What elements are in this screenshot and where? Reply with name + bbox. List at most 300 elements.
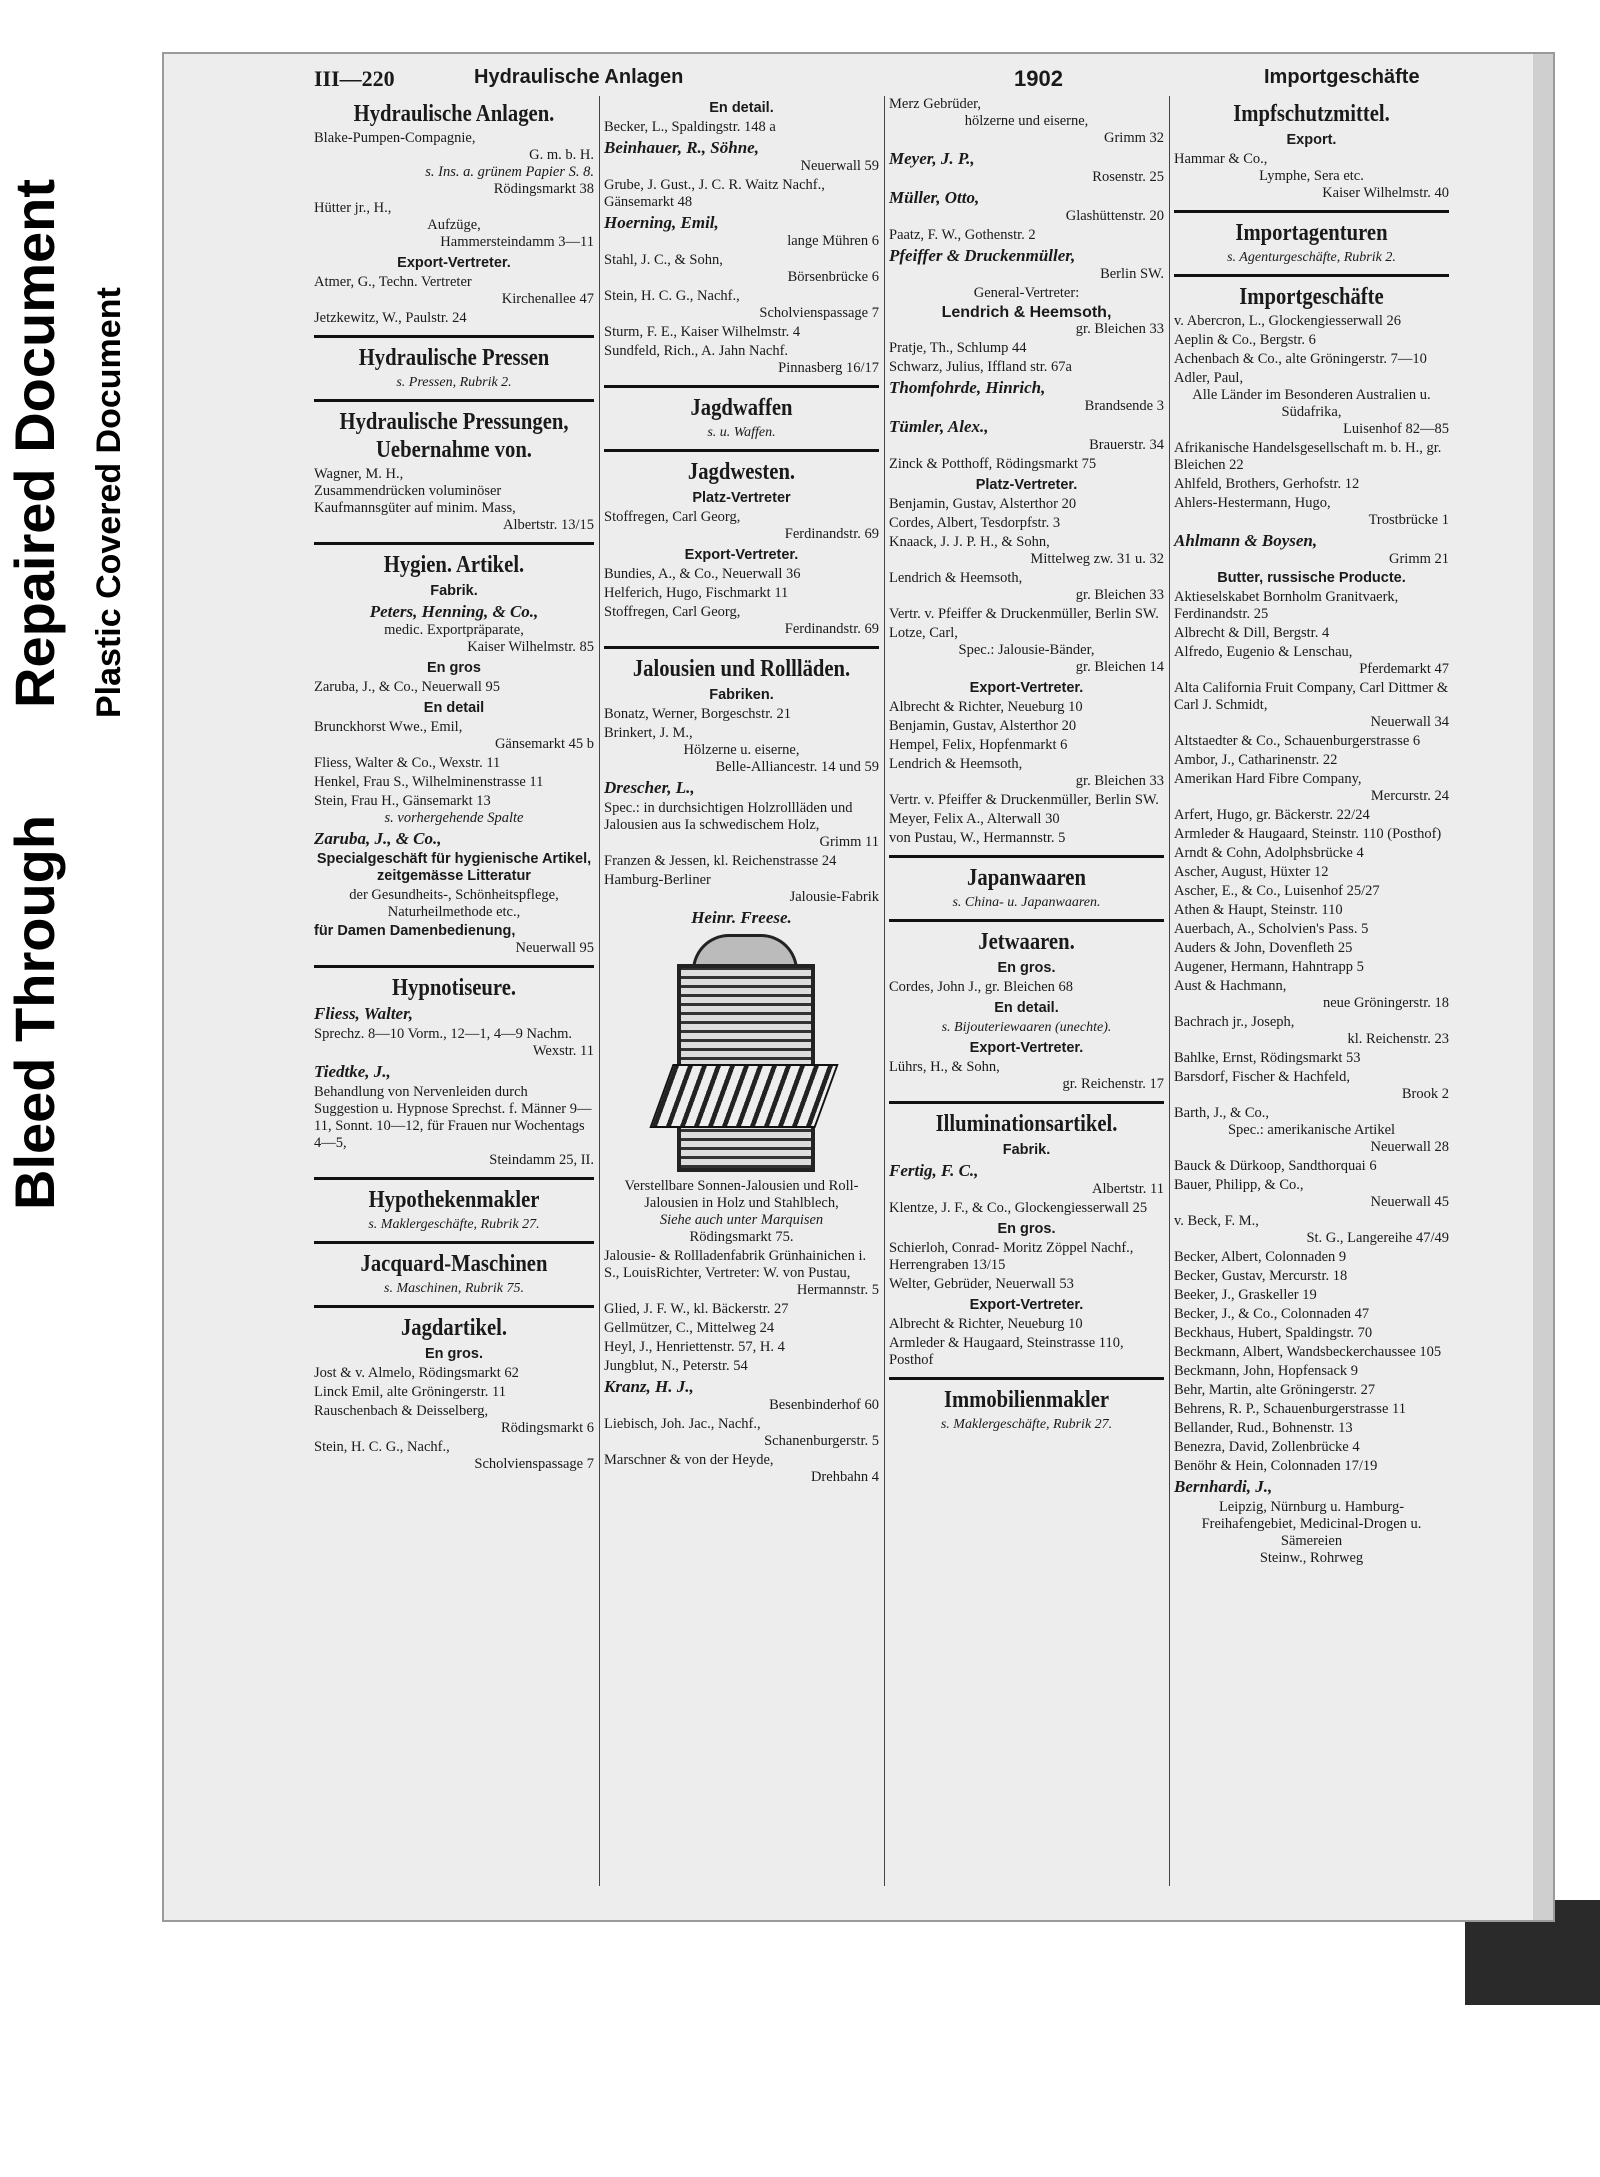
entry-name: Becker, Gustav, Mercurstr. 18 — [1174, 1268, 1348, 1284]
cross-reference: s. u. Waffen. — [707, 425, 776, 440]
entry-name: Adler, Paul, — [1174, 370, 1244, 386]
list-item — [604, 138, 879, 175]
entry-detail: Specialgeschäft für hygienische Artikel, zeitgemässe Litteratur — [316, 851, 592, 884]
section-title: Hygien. Artikel. — [383, 552, 525, 578]
list-item — [1174, 313, 1449, 330]
entry-address: Rödingsmarkt 75. — [689, 1229, 794, 1245]
list-item — [1174, 826, 1449, 843]
list-item — [1174, 1268, 1449, 1285]
list-item — [1174, 589, 1449, 623]
entry-name: Welter, Gebrüder, Neuerwall 53 — [889, 1276, 1074, 1292]
list-item — [604, 1416, 879, 1450]
entry-detail: Alle Länder im Besonderen Australien u. Südafrika, — [1192, 387, 1431, 420]
label-bleed-through: Bleed Through — [3, 814, 66, 1210]
entry-address: Grimm 11 — [819, 834, 879, 850]
entry-name: Stoffregen, Carl Georg, — [604, 604, 741, 620]
entry-name: Bauck & Dürkoop, Sandthorquai 6 — [1174, 1158, 1377, 1174]
entry-name: Albrecht & Dill, Bergstr. 4 — [1174, 625, 1330, 641]
section-title: Jacquard-Maschinen — [360, 1251, 548, 1277]
entry-name: Ascher, E., & Co., Luisenhof 25/27 — [1174, 883, 1380, 899]
list-item — [314, 829, 594, 849]
list-item — [889, 149, 1164, 186]
divider — [604, 449, 879, 452]
list-item — [604, 119, 879, 136]
entry-name: Arndt & Cohn, Adolphsbrücke 4 — [1174, 845, 1364, 861]
entry-address: Besenbinderhof 60 — [769, 1397, 879, 1413]
subheading: En detail — [423, 700, 485, 716]
subheading: Export-Vertreter. — [969, 680, 1084, 696]
entry-name: v. Abercron, L., Glockengiesserwall 26 — [1174, 313, 1401, 329]
list-item — [604, 585, 879, 602]
entry-address: Börsenbrücke 6 — [787, 269, 879, 285]
entry-name: Peters, Henning, & Co., — [369, 602, 539, 621]
entry-name: Lendrich & Heemsoth, — [889, 756, 1023, 772]
list-item — [1174, 495, 1449, 529]
page-edge — [1533, 54, 1553, 1920]
list-item — [889, 285, 1164, 302]
entry-address: Neuerwall 95 — [515, 940, 594, 956]
entry-address: Brook 2 — [1401, 1086, 1449, 1102]
list-item — [889, 1240, 1164, 1274]
entry-detail: Butter, russische Producte. — [1217, 570, 1406, 586]
subheading: Export-Vertreter. — [969, 1297, 1084, 1313]
entry-detail: Aufzüge, — [427, 217, 481, 233]
entry-name: Lendrich & Heemsoth, — [941, 304, 1112, 321]
side-labels — [0, 0, 150, 1290]
entry-name: Heinr. Freese. — [691, 908, 792, 927]
list-item — [604, 800, 879, 851]
list-item — [314, 1062, 594, 1082]
subheading: Platz-Vertreter — [692, 490, 791, 506]
entry-name: Jungblut, N., Peterstr. 54 — [604, 1358, 748, 1374]
entry-detail: Lymphe, Sera etc. — [1259, 168, 1364, 184]
divider — [314, 542, 594, 545]
list-item — [1174, 1105, 1449, 1156]
entry-address: Ferdinandstr. 69 — [784, 526, 879, 542]
entry-name: Ahlmann & Boysen, — [1174, 531, 1318, 550]
list-item — [1174, 1439, 1449, 1456]
section-title: Hydraulische Pressungen, Uebernahme von. — [339, 409, 569, 463]
list-item — [604, 1248, 879, 1299]
entry-name: Armleder & Haugaard, Steinstr. 110 (Posthof) — [1174, 826, 1442, 842]
list-item — [889, 188, 1164, 225]
cross-reference: s. Maklergeschäfte, Rubrik 27. — [940, 1417, 1113, 1432]
list-item — [1174, 1401, 1449, 1418]
entry-name: Rauschenbach & Deisselberg, — [314, 1403, 489, 1419]
column-4 — [1169, 96, 1449, 1886]
entry-detail: Spec.: amerikanische Artikel — [1227, 1122, 1396, 1138]
list-item — [314, 1365, 594, 1382]
subheading: Export-Vertreter. — [969, 1040, 1084, 1056]
entry-address: Neuerwall 34 — [1370, 714, 1449, 730]
list-item — [1174, 807, 1449, 824]
list-item — [1174, 1382, 1449, 1399]
entry-name: Augener, Hermann, Hahntrapp 5 — [1174, 959, 1364, 975]
subheading: En detail. — [994, 1000, 1059, 1016]
entry-name: Zinck & Potthoff, Rödingsmarkt 75 — [889, 456, 1097, 472]
entry-name: Jost & v. Almelo, Rödingsmarkt 62 — [314, 1365, 519, 1381]
entry-name: Bundies, A., & Co., Neuerwall 36 — [604, 566, 801, 582]
entry-name: Arfert, Hugo, gr. Bäckerstr. 22/24 — [1174, 807, 1370, 823]
entry-address: gr. Reichenstr. 17 — [1062, 1076, 1164, 1092]
entry-address: Rödingsmarkt 38 — [493, 181, 594, 197]
list-item — [604, 853, 879, 870]
entry-name: Zaruba, J., & Co., — [314, 829, 442, 848]
list-item — [314, 679, 594, 696]
divider — [1174, 274, 1449, 277]
entry-name: Achenbach & Co., alte Gröningerstr. 7—10 — [1174, 351, 1427, 367]
entry-name: Blake-Pumpen-Compagnie, — [314, 130, 476, 146]
list-item — [1174, 1458, 1449, 1475]
entry-address: Pinnasberg 16/17 — [778, 360, 879, 376]
entry-name: Thomfohrde, Hinrich, — [889, 378, 1046, 397]
subheading: Fabriken. — [709, 687, 774, 703]
list-item — [314, 887, 594, 921]
entry-address: Ferdinandstr. 69 — [784, 621, 879, 637]
entry-name: Vertr. v. Pfeiffer & Druckenmüller, Berlin SW. — [889, 606, 1159, 622]
list-item — [314, 1026, 594, 1060]
entry-address: kl. Reichenstr. 23 — [1347, 1031, 1449, 1047]
list-item — [604, 1377, 879, 1414]
entry-name: Hoerning, Emil, — [604, 213, 719, 232]
entry-address: Albertstr. 13/15 — [502, 517, 594, 533]
list-item — [604, 872, 879, 906]
list-item — [314, 200, 594, 251]
divider — [889, 1101, 1164, 1104]
entry-crossref: s. Ins. a. grünem Papier S. 8. — [425, 164, 594, 180]
entry-name: Altstaedter & Co., Schauenburgerstrasse 6 — [1174, 733, 1421, 749]
entry-name: von Pustau, W., Hermannstr. 5 — [889, 830, 1066, 846]
entry-address: Rödingsmarkt 6 — [500, 1420, 594, 1436]
cross-reference: s. Maschinen, Rubrik 75. — [384, 1281, 524, 1296]
list-item — [314, 1439, 594, 1473]
entry-name: Athen & Haupt, Steinstr. 110 — [1174, 902, 1343, 918]
entry-name: Auerbach, A., Scholvien's Pass. 5 — [1174, 921, 1369, 937]
divider — [314, 399, 594, 402]
entry-name: Marschner & von der Heyde, — [604, 1452, 774, 1468]
list-item — [604, 1301, 879, 1318]
list-item — [604, 1339, 879, 1356]
entry-name: Knaack, J. J. P. H., & Sohn, — [889, 534, 1050, 550]
list-item — [314, 755, 594, 772]
entry-address: Kirchenallee 47 — [501, 291, 594, 307]
section-title: Impfschutzmittel. — [1233, 101, 1390, 127]
entry-name: Fertig, F. C., — [889, 1161, 979, 1180]
entry-address: Rosenstr. 25 — [1092, 169, 1164, 185]
list-item — [1174, 1177, 1449, 1211]
divider — [889, 919, 1164, 922]
jalousie-illustration — [667, 934, 817, 1174]
list-item — [604, 1452, 879, 1486]
cross-reference: s. China- u. Japanwaaren. — [952, 895, 1101, 910]
entry-detail: Leipzig, Nürnburg u. Hamburg-Freihafengebiet, Medicinal-Drogen u. Sämereien — [1201, 1499, 1422, 1549]
entry-name: Armleder & Haugaard, Steinstrasse 110, Posthof — [889, 1335, 1124, 1368]
entry-detail: General-Vertreter: — [973, 285, 1080, 301]
entry-name: Sturm, F. E., Kaiser Wilhelmstr. 4 — [604, 324, 801, 340]
list-item — [889, 304, 1164, 338]
list-item — [889, 1335, 1164, 1369]
entry-address: Pferdemarkt 47 — [1359, 661, 1449, 677]
divider — [314, 335, 594, 338]
entry-address: Schanenburgerstr. 5 — [764, 1433, 879, 1449]
column-3 — [884, 96, 1164, 1886]
entry-address: Mittelweg zw. 31 u. 32 — [1030, 551, 1164, 567]
entry-name: Heyl, J., Henriettenstr. 57, H. 4 — [604, 1339, 785, 1355]
list-item — [1174, 883, 1449, 900]
list-item — [1174, 771, 1449, 805]
list-item — [1174, 1158, 1449, 1175]
list-item — [1174, 351, 1449, 368]
list-item — [604, 509, 879, 543]
entry-name: Jalousie- & Rollladenfabrik Grünhainichen i. S., LouisRichter, Vertreter: W. von Pustau, — [604, 1248, 867, 1281]
entry-name: Klentze, J. F., & Co., Glockengiesserwall 25 — [889, 1200, 1148, 1216]
entry-name: Paatz, F. W., Gothenstr. 2 — [889, 227, 1036, 243]
entry-name: Albrecht & Richter, Neueburg 10 — [889, 1316, 1083, 1332]
entry-address: Scholvienspassage 7 — [759, 305, 879, 321]
entry-crossref: Siehe auch unter Marquisen — [659, 1212, 824, 1228]
cross-reference: s. Bijouteriewaaren (unechte). — [941, 1020, 1112, 1035]
entry-address: gr. Bleichen 33 — [1075, 321, 1164, 337]
list-item — [889, 456, 1164, 473]
entry-address: Trostbrücke 1 — [1368, 512, 1449, 528]
entry-name: Beckmann, John, Hopfensack 9 — [1174, 1363, 1359, 1379]
list-item — [889, 625, 1164, 676]
entry-detail: Behandlung von Nervenleiden durch Suggestion u. Hypnose Sprechst. f. Männer 9—11, Sonnt. 10—12, für Frauen nur Wochentags 4—5, — [314, 1084, 592, 1151]
divider — [604, 385, 879, 388]
entry-address: lange Mühren 6 — [787, 233, 879, 249]
section-title: Jalousien und Rollläden. — [632, 656, 851, 682]
entry-name: Zaruba, J., & Co., Neuerwall 95 — [314, 679, 501, 695]
section-title: Hypothekenmakler — [368, 1187, 540, 1213]
list-item — [889, 570, 1164, 604]
entry-name: Bachrach jr., Joseph, — [1174, 1014, 1295, 1030]
entry-detail: medic. Exportpräparate, — [384, 622, 524, 638]
list-item — [314, 793, 594, 827]
entry-crossref: s. vorhergehende Spalte — [384, 810, 524, 826]
list-item — [889, 340, 1164, 357]
section-title: Immobilienmakler — [943, 1387, 1110, 1413]
entry-name: Pratje, Th., Schlump 44 — [889, 340, 1027, 356]
list-item — [889, 756, 1164, 790]
cross-reference: s. Maklergeschäfte, Rubrik 27. — [368, 1217, 540, 1232]
list-item — [1174, 1420, 1449, 1437]
entry-address: Neuerwall 28 — [1370, 1139, 1449, 1155]
list-item — [604, 288, 879, 322]
list-item — [604, 1358, 879, 1375]
list-item — [889, 1276, 1164, 1293]
section-title: Importagenturen — [1235, 220, 1388, 246]
entry-name: Benjamin, Gustav, Alsterthor 20 — [889, 718, 1077, 734]
section-title: Illuminationsartikel. — [935, 1111, 1118, 1137]
cross-reference: s. Pressen, Rubrik 2. — [396, 375, 512, 390]
list-item — [1174, 1499, 1449, 1567]
list-item — [1174, 733, 1449, 750]
entry-address: Berlin SW. — [1100, 266, 1164, 282]
list-item — [1174, 940, 1449, 957]
entry-address: Hammersteindamm 3—11 — [440, 234, 594, 250]
list-item — [314, 1004, 594, 1024]
list-item — [889, 359, 1164, 376]
entry-detail: Jalousie-Fabrik — [789, 889, 879, 905]
entry-name: Bahlke, Ernst, Rödingsmarkt 53 — [1174, 1050, 1361, 1066]
subheading: Fabrik. — [1002, 1142, 1051, 1158]
list-item — [889, 737, 1164, 754]
list-item — [1174, 902, 1449, 919]
list-item — [604, 778, 879, 798]
list-item — [889, 1200, 1164, 1217]
list-item — [1174, 978, 1449, 1012]
page-number: III—220 — [314, 66, 395, 91]
list-item — [1174, 1069, 1449, 1103]
entry-name: Stoffregen, Carl Georg, — [604, 509, 741, 525]
entry-name: Stein, H. C. G., Nachf., — [314, 1439, 450, 1455]
list-item — [889, 227, 1164, 244]
entry-address: Albertstr. 11 — [1092, 1181, 1164, 1197]
list-item — [314, 719, 594, 753]
entry-name: Albrecht & Richter, Neueburg 10 — [889, 699, 1083, 715]
entry-name: Hammar & Co., — [1174, 151, 1268, 167]
entry-address: Gänsemarkt 45 b — [494, 736, 594, 752]
entry-name: Cordes, Albert, Tesdorpfstr. 3 — [889, 515, 1061, 531]
divider — [604, 646, 879, 649]
list-item — [1174, 531, 1449, 568]
divider — [1174, 210, 1449, 213]
list-item — [1174, 845, 1449, 862]
list-item — [889, 830, 1164, 847]
list-item — [604, 1320, 879, 1337]
list-item — [889, 811, 1164, 828]
entry-name: Lotze, Carl, — [889, 625, 958, 641]
entry-name: Lührs, H., & Sohn, — [889, 1059, 1000, 1075]
entry-name: Benezra, David, Zollenbrücke 4 — [1174, 1439, 1360, 1455]
list-item — [889, 1161, 1164, 1198]
list-item — [314, 310, 594, 327]
header-year: 1902 — [1014, 66, 1063, 91]
entry-name: Stein, H. C. G., Nachf., — [604, 288, 740, 304]
entry-name: Meyer, Felix A., Alterwall 30 — [889, 811, 1060, 827]
entry-name: Ahlfeld, Brothers, Gerhofstr. 12 — [1174, 476, 1360, 492]
entry-address: gr. Bleichen 33 — [1075, 773, 1164, 789]
section-title: Hydraulische Pressen — [358, 345, 550, 371]
entry-address: gr. Bleichen 14 — [1075, 659, 1164, 675]
entry-detail: für Damen Damenbedienung, — [314, 923, 516, 939]
entry-name: Schwarz, Julius, Iffland str. 67a — [889, 359, 1072, 375]
list-item — [314, 274, 594, 308]
directory-columns — [314, 96, 1449, 1886]
list-item — [1174, 959, 1449, 976]
list-item — [604, 343, 879, 377]
illustration-awning — [649, 1064, 838, 1128]
subheading: Export-Vertreter. — [684, 547, 799, 563]
entry-name: Merz Gebrüder, — [889, 96, 982, 112]
list-item — [604, 706, 879, 723]
entry-name: Amerikan Hard Fibre Company, — [1174, 771, 1362, 787]
list-item — [314, 1384, 594, 1401]
entry-name: Wagner, M. H., — [314, 466, 404, 482]
entry-name: Helferich, Hugo, Fischmarkt 11 — [604, 585, 789, 601]
list-item — [889, 378, 1164, 415]
entry-address: Neuerwall 59 — [800, 158, 879, 174]
entry-name: Beckhaus, Hubert, Spaldingstr. 70 — [1174, 1325, 1373, 1341]
list-item — [1174, 680, 1449, 731]
list-item — [889, 979, 1164, 996]
entry-name: Bellander, Rud., Bohnenstr. 13 — [1174, 1420, 1353, 1436]
list-item — [889, 417, 1164, 454]
list-item — [889, 718, 1164, 735]
list-item — [1174, 370, 1449, 438]
list-item — [1174, 440, 1449, 474]
list-item — [1174, 332, 1449, 349]
subheading: Export-Vertreter. — [397, 255, 511, 271]
list-item — [604, 1178, 879, 1246]
entry-name: Pfeiffer & Druckenmüller, — [889, 246, 1076, 265]
list-item — [604, 177, 879, 211]
entry-address: Brauerstr. 34 — [1089, 437, 1164, 453]
entry-name: Auders & John, Dovenfleth 25 — [1174, 940, 1353, 956]
entry-address: Steinw., Rohrweg — [1259, 1550, 1364, 1566]
list-item — [604, 908, 879, 928]
entry-name: Becker, J., & Co., Colonnaden 47 — [1174, 1306, 1370, 1322]
list-item — [889, 246, 1164, 283]
entry-name: Bauer, Philipp, & Co., — [1174, 1177, 1304, 1193]
list-item — [889, 699, 1164, 716]
list-item — [314, 923, 594, 957]
label-repaired-document: Repaired Document — [3, 179, 66, 708]
list-item — [314, 130, 594, 198]
entry-name: Liebisch, Joh. Jac., Nachf., — [604, 1416, 761, 1432]
section-title: Japanwaaren — [967, 865, 1086, 891]
list-item — [604, 604, 879, 638]
cross-reference: s. Agenturgeschäfte, Rubrik 2. — [1227, 250, 1396, 265]
entry-address: Steindamm 25, II. — [489, 1152, 594, 1168]
entry-name: Brinkert, J. M., — [604, 725, 693, 741]
list-item — [1174, 752, 1449, 769]
list-item — [889, 96, 1164, 147]
list-item — [314, 1403, 594, 1437]
list-item — [1174, 151, 1449, 202]
list-item — [889, 515, 1164, 532]
entry-name: Becker, Albert, Colonnaden 9 — [1174, 1249, 1347, 1265]
section-title: Jagdwaffen — [690, 395, 793, 421]
header-right-title: Importgeschäfte — [1264, 66, 1420, 88]
entry-name: Becker, L., Spaldingstr. 148 a — [604, 119, 776, 135]
entry-address: Grimm 21 — [1388, 551, 1449, 567]
list-item — [314, 851, 594, 885]
list-item — [1174, 625, 1449, 642]
list-item — [604, 324, 879, 341]
list-item — [1174, 1477, 1449, 1497]
entry-address: St. G., Langereihe 47/49 — [1306, 1230, 1449, 1246]
list-item — [889, 1316, 1164, 1333]
list-item — [1174, 1213, 1449, 1247]
section-title: Importgeschäfte — [1239, 284, 1384, 310]
subheading: En gros — [427, 660, 481, 676]
entry-address: Brandsende 3 — [1084, 398, 1164, 414]
entry-name: Kranz, H. J., — [604, 1377, 694, 1396]
list-item — [1174, 1325, 1449, 1342]
entry-address: Neuerwall 45 — [1370, 1194, 1449, 1210]
list-item — [314, 466, 594, 534]
entry-name: Aeplin & Co., Bergstr. 6 — [1174, 332, 1316, 348]
entry-detail: Zusammendrücken voluminöser Kaufmannsgüter auf minim. Mass, — [314, 483, 516, 516]
entry-name: Linck Emil, alte Gröningerstr. 11 — [314, 1384, 506, 1400]
subheading: Export. — [1286, 132, 1337, 148]
entry-name: Beinhauer, R., Söhne, — [604, 138, 759, 157]
entry-address: Kaiser Wilhelmstr. 40 — [1322, 185, 1449, 201]
entry-name: Alfredo, Eugenio & Lenschau, — [1174, 644, 1353, 660]
list-item — [1174, 1249, 1449, 1266]
list-item — [1174, 1287, 1449, 1304]
